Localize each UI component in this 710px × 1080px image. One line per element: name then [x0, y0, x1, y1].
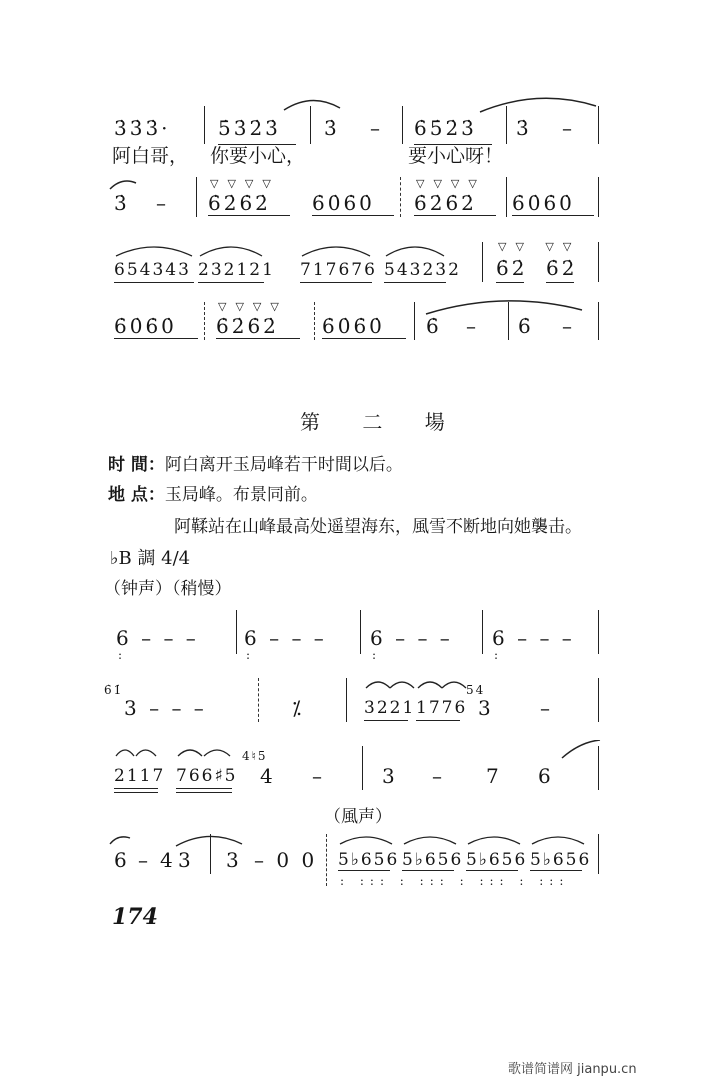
note: 3: [178, 848, 194, 872]
note-group: 5♭656: [530, 850, 592, 870]
octave-dot: :: [246, 648, 257, 662]
note-group: 1776: [416, 698, 468, 718]
measure: 543232: [384, 260, 461, 280]
beam: [176, 792, 232, 793]
time-line: [108, 452, 403, 478]
grace-notes: 4♮5: [242, 749, 268, 763]
dash: –: [540, 696, 553, 720]
note: 6̇: [426, 314, 442, 338]
lyric: 要小心呀！: [408, 145, 504, 167]
measure: 6 – – –: [492, 626, 575, 650]
barline: [400, 177, 401, 217]
beam: [496, 282, 524, 283]
barline: [482, 610, 483, 654]
page-number: 174: [112, 904, 158, 930]
beam: [530, 870, 582, 871]
slur: [338, 832, 394, 846]
slur: [384, 240, 446, 258]
dash: –: [466, 314, 479, 338]
place-line: [108, 482, 318, 508]
barline: [508, 302, 509, 340]
accent-marks: ▽▽ ▽▽: [498, 240, 581, 253]
note: 7: [486, 764, 502, 788]
slur: [560, 740, 602, 760]
note-group: 766♯5: [176, 766, 238, 786]
measure: 6̇5̇2̇3̇: [414, 116, 477, 140]
beam: [208, 215, 290, 216]
measure: 3̇3̇3̇·: [114, 116, 171, 140]
beam: [546, 282, 574, 283]
dash: –: [370, 116, 383, 140]
beam: [114, 338, 198, 339]
slur: [300, 240, 372, 258]
wind-label: （風声）: [324, 807, 392, 827]
score-line-3: [0, 240, 710, 295]
barline: [598, 678, 599, 722]
beam: [312, 215, 394, 216]
dash: –: [138, 848, 151, 872]
lyric: 你要小心，: [210, 145, 306, 167]
measure: 6 – – –: [244, 626, 327, 650]
note: 4: [260, 764, 276, 788]
beam: [512, 215, 594, 216]
beam: [322, 338, 406, 339]
rests: – 0 0: [254, 848, 318, 872]
barline: [210, 834, 211, 874]
watermark: 歌谱简谱网 jianpu.cn: [508, 1062, 637, 1077]
measure: 3 – – –: [124, 696, 207, 720]
grace-notes: 54: [466, 683, 486, 697]
score-line-2: [0, 175, 710, 230]
octave-dots: : ::: : ::: : ::: : :::: [340, 874, 570, 888]
measure: 5̇3̇2̇3̇: [218, 116, 281, 140]
measure: 6̇2̇6̇2̇: [216, 314, 279, 338]
measure: 717676: [300, 260, 377, 280]
note-group: 5♭656: [338, 850, 400, 870]
barline: [204, 106, 205, 144]
barline: [204, 302, 205, 340]
beam: [216, 338, 300, 339]
barline: [196, 177, 197, 217]
measure: 654343: [114, 260, 191, 280]
barline: [598, 834, 599, 874]
beam: [300, 282, 372, 283]
beam: [416, 720, 460, 721]
note: 6: [114, 848, 130, 872]
tempo-marks: （钟声）（稍慢）: [104, 579, 232, 599]
octave-dot: :: [118, 648, 129, 662]
slur: [416, 676, 468, 690]
measure: 6̇0̇6̇0̇: [512, 191, 575, 215]
dash: –: [432, 764, 445, 788]
beam: [114, 792, 158, 793]
note-group: 2117: [114, 766, 166, 786]
score-line-5: [0, 606, 710, 662]
barline: [362, 746, 363, 790]
dash: –: [562, 314, 575, 338]
beam: [384, 282, 446, 283]
beam: [364, 720, 408, 721]
note-group: 5♭656: [466, 850, 528, 870]
beam: [198, 282, 264, 283]
barline: [360, 610, 361, 654]
note-group: 5♭656: [402, 850, 464, 870]
grace-notes: 6̇1̇: [104, 683, 124, 697]
note-pair: 6̇2̇: [496, 256, 528, 280]
barline: [598, 302, 599, 340]
beam: [176, 788, 232, 789]
time-text: 阿白离开玉局峰若干时間以后。: [164, 455, 403, 475]
note: 3: [478, 696, 494, 720]
dash: –: [312, 764, 325, 788]
measure: 6̇0̇6̇0̇: [322, 314, 385, 338]
slur: [108, 832, 132, 846]
measure: 232121: [198, 260, 275, 280]
beam: [414, 215, 496, 216]
barline: [414, 302, 415, 340]
place-label: 地 点：: [108, 485, 165, 505]
note: 3̇: [324, 116, 340, 140]
measure: 6 – – –: [116, 626, 199, 650]
barline: [598, 106, 599, 144]
beam: [114, 788, 158, 789]
note: 6̇: [518, 314, 534, 338]
beam: [402, 870, 454, 871]
barline: [326, 834, 327, 886]
stage-direction: 阿鞣站在山峰最高处遥望海东，風雪不断地向她襲击。: [174, 517, 582, 537]
beam: [114, 282, 194, 283]
slur: [176, 744, 232, 758]
octave-dot: :: [372, 648, 383, 662]
slur: [478, 94, 598, 116]
slur: [424, 296, 584, 316]
barline: [598, 610, 599, 654]
note: 3̇: [114, 191, 130, 215]
beam: [338, 870, 390, 871]
place-text: 玉局峰。布景同前。: [164, 485, 318, 505]
note: 3: [226, 848, 242, 872]
note: 3: [382, 764, 398, 788]
slur: [114, 744, 158, 758]
key-signature: ♭B 調 4/4: [110, 548, 191, 569]
measure: 6̇2̇6̇2̇: [414, 191, 477, 215]
score-line-6: [0, 672, 710, 728]
accent-marks: ▽▽▽▽: [218, 300, 288, 313]
barline: [236, 610, 237, 654]
score-line-4: [0, 300, 710, 350]
note: 4: [160, 848, 176, 872]
barline: [598, 746, 599, 790]
slur: [198, 240, 264, 258]
barline: [346, 678, 347, 722]
lyric: 阿白哥，: [112, 145, 189, 167]
slur: [174, 830, 244, 848]
barline: [598, 242, 599, 282]
measure: 6̇0̇6̇0̇: [114, 314, 177, 338]
barline: [506, 177, 507, 217]
note: 3̇: [516, 116, 532, 140]
beam: [466, 870, 518, 871]
measure: 6 – – –: [370, 626, 453, 650]
barline: [482, 242, 483, 282]
accent-marks: ▽▽▽▽: [210, 177, 280, 190]
slur: [402, 832, 458, 846]
dash: –: [562, 116, 575, 140]
note: 6: [538, 764, 554, 788]
slur: [282, 94, 342, 114]
score-line-1: [0, 100, 710, 180]
dash: –: [156, 191, 169, 215]
barline: [310, 106, 311, 144]
octave-dot: :: [494, 648, 505, 662]
barline: [314, 302, 315, 340]
slur: [114, 240, 194, 258]
slur: [466, 832, 522, 846]
accent-marks: ▽▽▽▽: [416, 177, 486, 190]
slur: [530, 832, 586, 846]
scene-title: 第 二 場: [300, 410, 463, 434]
slur: [108, 177, 138, 191]
note-pair: 6̇2̇: [546, 256, 578, 280]
repeat-sign: ⁒: [292, 696, 304, 720]
barline: [258, 678, 259, 722]
time-label: 时 間：: [108, 455, 165, 475]
score-line-7: [0, 742, 710, 798]
measure: 6̇2̇6̇2̇: [208, 191, 271, 215]
barline: [402, 106, 403, 144]
score-line-8: [0, 830, 710, 890]
barline: [598, 177, 599, 217]
measure: 6̇0̇6̇0̇: [312, 191, 375, 215]
note-group: 3221: [364, 698, 416, 718]
slur: [364, 676, 416, 690]
barline: [506, 106, 507, 144]
